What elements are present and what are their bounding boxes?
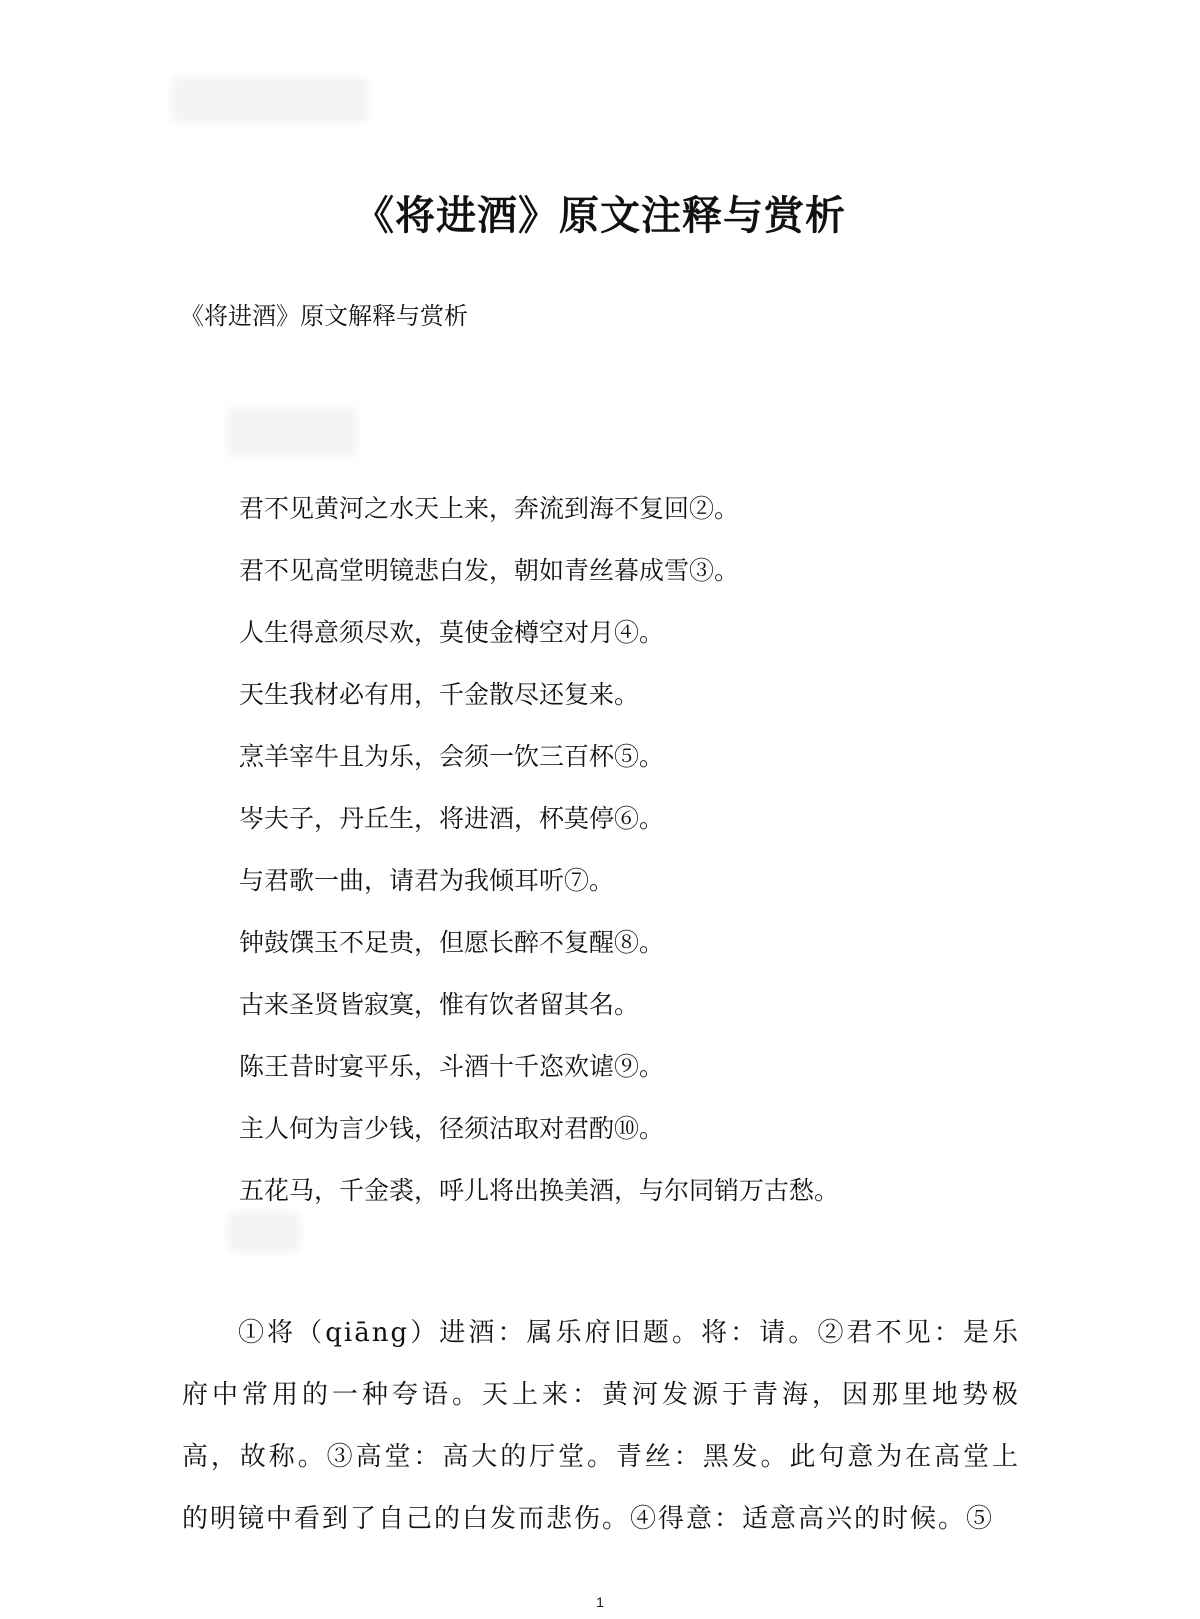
- poem-line: 五花马，千金裘，呼儿将出换美酒，与尔同销万古愁。: [239, 1176, 840, 1205]
- poem-line: 君不见黄河之水天上来，奔流到海不复回②。: [239, 494, 740, 523]
- blurred-notes-heading: [228, 1212, 300, 1252]
- page-title: 《将进酒》原文注释与赏析: [354, 192, 846, 239]
- page-number: 1: [596, 1594, 604, 1610]
- annotations-paragraph: ①将（qiāng）进酒：属乐府旧题。将：请。②君不见：是乐府中常用的一种夸语。天上来：黄河发源于青海，因那里地势极高，故称。③高堂：高大的厅堂。青丝：黑发。此句意为在高堂上的明镜中看到了自己的白发而悲伤。④得意：适意高兴的时候。⑤: [182, 1318, 1020, 1534]
- document-subtitle: 《将进酒》原文解释与赏析: [180, 302, 468, 330]
- blurred-header-region: [172, 78, 368, 122]
- poem-line: 君不见高堂明镜悲白发，朝如青丝暮成雪③。: [239, 556, 740, 585]
- blurred-section-heading: [228, 408, 356, 456]
- poem-text: [239, 489, 839, 1233]
- poem-line: 岑夫子，丹丘生，将进酒，杯莫停⑥。: [239, 804, 665, 833]
- poem-line: 陈王昔时宴平乐，斗酒十千恣欢谑⑨。: [239, 1052, 665, 1081]
- poem-line: 烹羊宰牛且为乐，会须一饮三百杯⑤。: [239, 742, 665, 771]
- poem-line: 钟鼓馔玉不足贵，但愿长醉不复醒⑧。: [239, 928, 665, 957]
- poem-line: 天生我材必有用，千金散尽还复来。: [239, 680, 640, 709]
- poem-line: 人生得意须尽欢，莫使金樽空对月④。: [239, 618, 665, 647]
- poem-line: 主人何为言少钱，径须沽取对君酌⑩。: [239, 1114, 665, 1143]
- poem-line: 古来圣贤皆寂寞，惟有饮者留其名。: [239, 990, 640, 1019]
- poem-line: 与君歌一曲，请君为我倾耳听⑦。: [239, 866, 615, 895]
